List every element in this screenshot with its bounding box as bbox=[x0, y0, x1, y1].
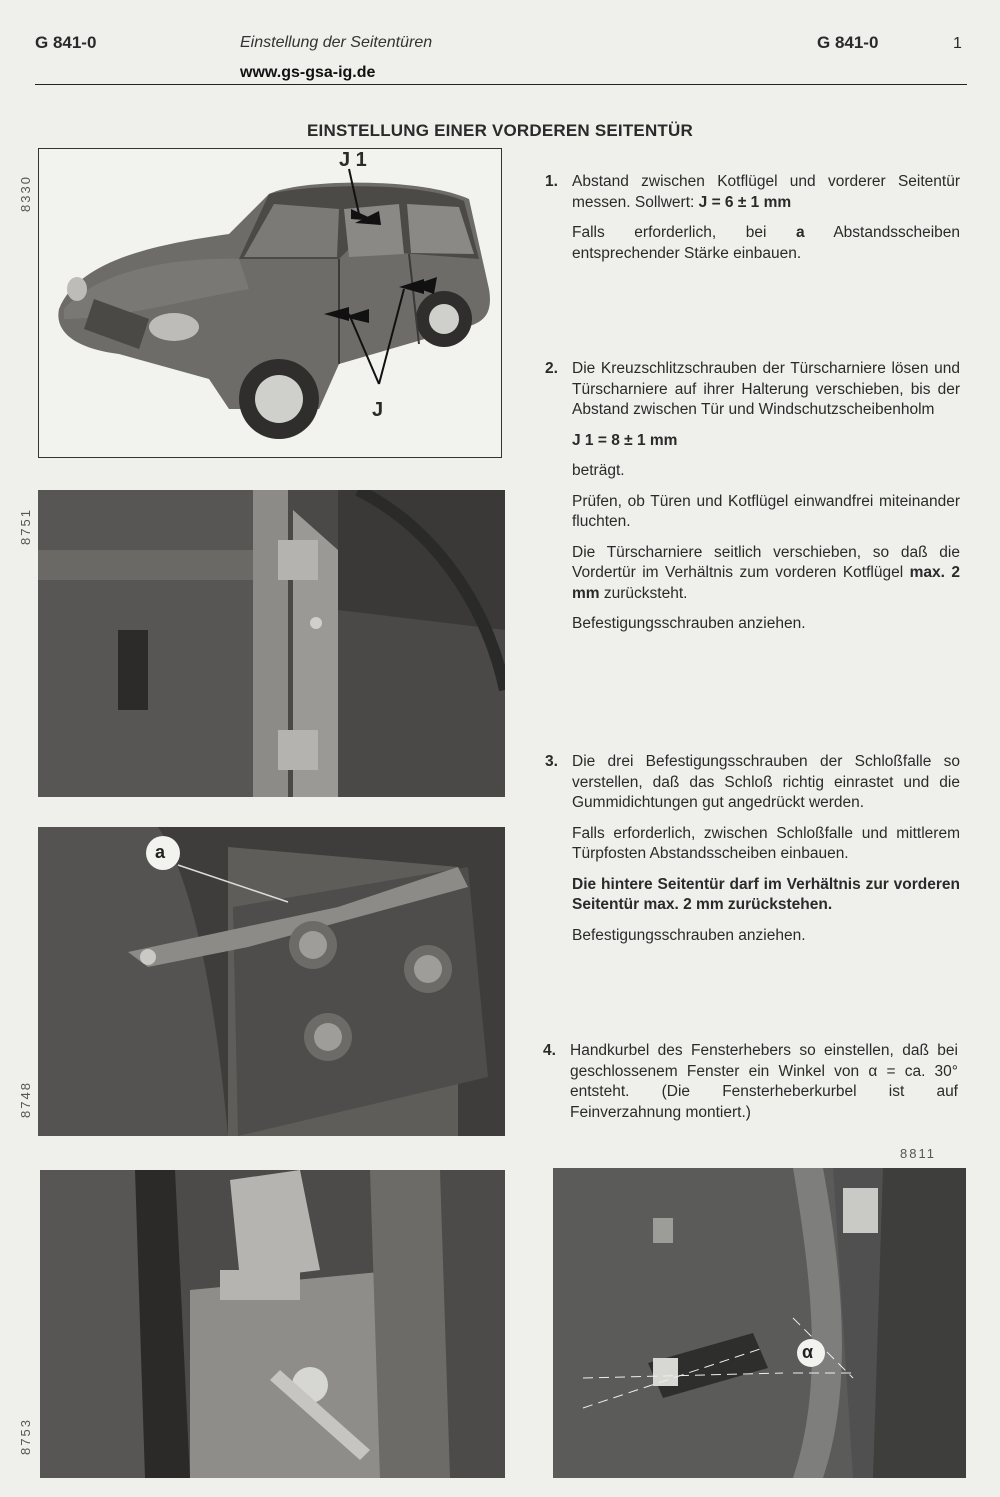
step-number: 1. bbox=[545, 173, 558, 190]
header-rule bbox=[35, 84, 967, 85]
step-3 bbox=[545, 752, 960, 956]
step-number: 3. bbox=[545, 753, 558, 770]
step-number: 2. bbox=[545, 360, 558, 377]
figure-ref-8811: 8811 bbox=[900, 1146, 936, 1161]
step-3-text-d: Befestigungsschrauben anziehen. bbox=[572, 926, 806, 944]
label-a: a bbox=[155, 842, 166, 862]
doc-code-right: G 841-0 bbox=[817, 33, 879, 52]
step-2-text-d: Die Türscharniere seitlich verschieben, so daß die Vordertür im Verhältnis zum vorderen Kotflügel max. 2 mm zurücksteht. bbox=[572, 543, 960, 602]
photo-lock-latch bbox=[40, 1170, 505, 1478]
step-2-text: Die Kreuzschlitzschrauben der Türscharniere lösen und Türscharniere auf ihrer Halterung verschieben, bis der Abstand zwischen Tür und Windschutzscheibenholm bbox=[572, 360, 960, 418]
step-3-text: Die drei Befestigungsschrauben der Schloßfalle so verstellen, daß das Schloß richtig einrastet und die Gummidichtungen gut angedrückt werden. bbox=[572, 753, 960, 811]
step-2-text-c: Prüfen, ob Türen und Kotflügel einwandfrei miteinander fluchten. bbox=[572, 492, 960, 530]
label-alpha: α bbox=[802, 1342, 814, 1362]
photo-striker-plate bbox=[38, 827, 505, 1136]
step-1-note: Falls erforderlich, bei a Abstandsscheiben entsprechender Stärke einbauen. bbox=[572, 224, 961, 262]
label-j: J bbox=[372, 399, 384, 421]
step-2 bbox=[545, 359, 960, 645]
step-1 bbox=[545, 172, 960, 274]
photo-door-hinges bbox=[38, 490, 505, 797]
main-title: EINSTELLUNG EINER VORDEREN SEITENTÜR bbox=[307, 121, 693, 140]
step-2-formula: J 1 = 8 ± 1 mm bbox=[572, 431, 678, 449]
step-2-text-e: Befestigungsschrauben anziehen. bbox=[572, 615, 806, 632]
step-2-text-b: beträgt. bbox=[572, 462, 625, 479]
photo-window-crank bbox=[553, 1168, 966, 1478]
step-3-text-b: Falls erforderlich, zwischen Schloßfalle und mittlerem Türpfosten Abstandsscheiben einbauen. bbox=[572, 824, 960, 862]
step-3-warning: Die hintere Seitentür darf im Verhältnis zur vorderen Seitentür max. 2 mm zurückstehen. bbox=[572, 875, 960, 913]
figure-ref-8753: 8753 bbox=[18, 1418, 33, 1455]
doc-title: Einstellung der Seitentüren bbox=[240, 34, 433, 51]
step-4-text: Handkurbel des Fensterhebers so einstellen, daß bei geschlossenem Fenster ein Winkel von α = ca. 30° entsteht. (Die Fensterheberkurbel ist auf Feinverzahnung montiert.) bbox=[570, 1042, 958, 1121]
doc-code-left: G 841-0 bbox=[35, 33, 97, 52]
website-url: www.gs-gsa-ig.de bbox=[240, 64, 376, 81]
figure-ref-8748: 8748 bbox=[18, 1081, 33, 1118]
figure-ref-8330: 8330 bbox=[18, 175, 33, 212]
step-number: 4. bbox=[543, 1042, 556, 1059]
step-1-text: Abstand zwischen Kotflügel und vorderer Seitentür messen. Sollwert: J = 6 ± 1 mm bbox=[572, 173, 960, 211]
step-4 bbox=[543, 1041, 958, 1133]
page-number: 1 bbox=[953, 35, 962, 52]
label-j1: J 1 bbox=[339, 149, 367, 171]
figure-ref-8751: 8751 bbox=[18, 508, 33, 545]
figure-car bbox=[38, 148, 502, 458]
